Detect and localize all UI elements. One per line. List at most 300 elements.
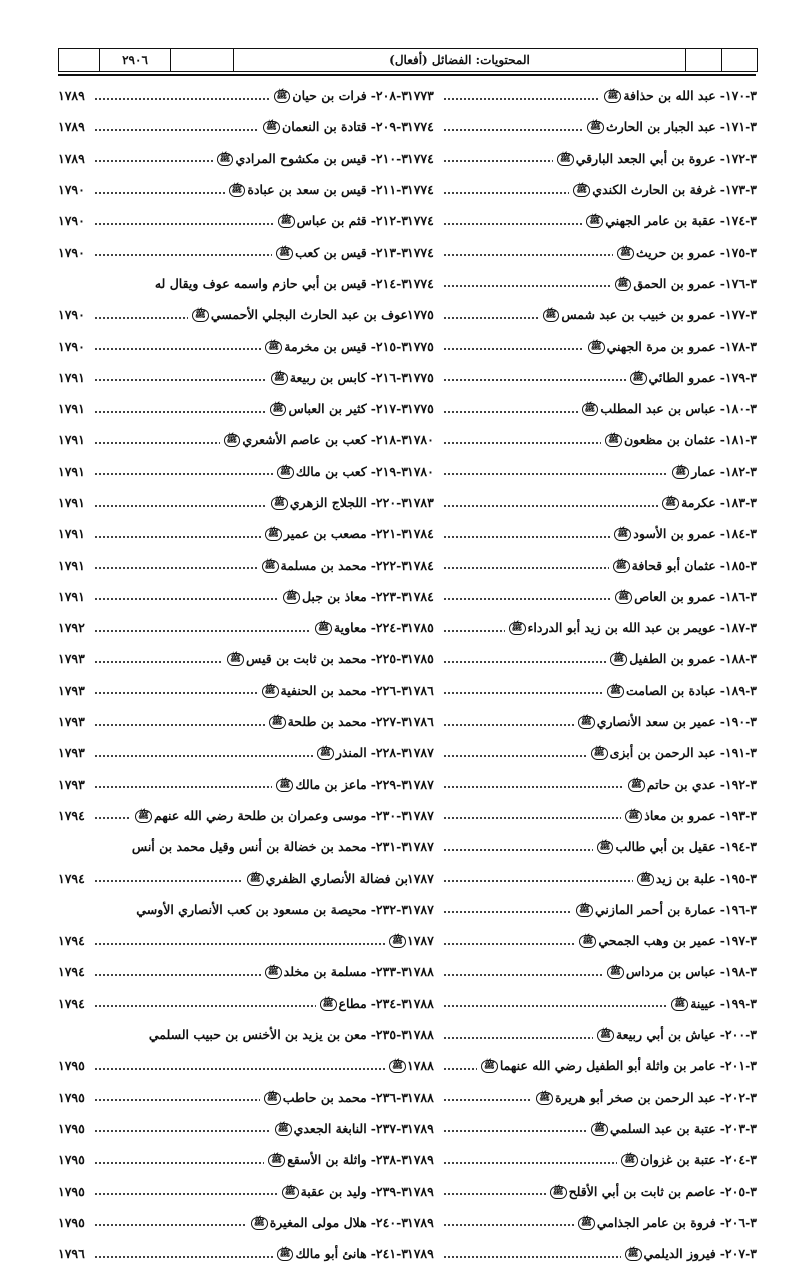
entry-page-number: ١٧٨٨ xyxy=(407,1027,434,1043)
toc-entry[interactable] xyxy=(58,1019,408,1050)
entry-number: ٣-٢١٦- xyxy=(370,369,408,385)
entry-title xyxy=(215,151,367,166)
entry-number: ٣-١٧٥- xyxy=(719,244,757,260)
honorific-glyph: ﷺ xyxy=(283,591,300,604)
entry-number: ٣-٢٣٩- xyxy=(370,1183,408,1199)
dot-leader xyxy=(94,160,213,162)
toc-entry[interactable] xyxy=(407,174,757,205)
entry-number: ٣-٢٢٠- xyxy=(370,495,408,510)
dot-leader xyxy=(443,473,668,475)
entry-title-text: عمرو بن الطفيل xyxy=(629,651,716,667)
entry-title-text: محمد بن الحنفية xyxy=(280,682,367,698)
entry-title xyxy=(613,276,716,291)
entry-page-number: ١٧٨٧ xyxy=(407,933,434,949)
entry-title xyxy=(315,745,367,760)
entry-page-number: ١٧٨٧ xyxy=(407,839,434,855)
honorific-glyph: ﷺ xyxy=(557,153,574,166)
entry-title-text: قيس بن سعد بن عبادة xyxy=(247,182,367,198)
entry-title-text: عكرمة xyxy=(681,495,716,510)
entry-title-text: علبة بن زيد xyxy=(655,870,716,886)
entry-page-number: ١٧٧٥ xyxy=(407,338,434,354)
dot-leader xyxy=(443,160,553,162)
toc-entry[interactable] xyxy=(58,1113,408,1144)
dot-leader xyxy=(443,1193,546,1195)
entry-title: معن بن يزيد بن الأخنس بن حبيب السلمي xyxy=(148,1027,367,1043)
toc-entry[interactable] xyxy=(407,424,757,455)
dot-leader xyxy=(94,411,266,413)
entry-title-text: قيس بن كعب xyxy=(295,244,367,260)
entry-title-text: عيينة xyxy=(690,995,716,1011)
honorific-glyph: ﷺ xyxy=(615,591,632,604)
entry-title-text: موسى وعمران بن طلحة رضي الله عنهم xyxy=(153,807,367,823)
honorific-glyph: ﷺ xyxy=(315,622,332,635)
dot-leader xyxy=(94,1005,316,1007)
entry-page-number: ١٧٩١ xyxy=(58,369,85,385)
entry-page-number: ١٧٨٩ xyxy=(58,88,85,104)
entry-number: ٣-١٩٥- xyxy=(719,870,757,886)
honorific-glyph: ﷺ xyxy=(604,90,621,103)
entry-page-number: ١٧٩٣ xyxy=(58,714,85,730)
honorific-glyph: ﷺ xyxy=(605,434,622,447)
toc-entry[interactable] xyxy=(407,236,757,267)
header-page-number: ٢٩٠٦ xyxy=(99,49,170,71)
dot-leader xyxy=(443,692,603,694)
entry-number: ٣-٢٣٨- xyxy=(370,1152,408,1168)
dot-leader xyxy=(94,505,267,507)
toc-entry[interactable] xyxy=(58,80,408,111)
entry-page-number: ١٧٩٣ xyxy=(58,745,85,761)
toc-entry[interactable] xyxy=(58,706,408,737)
toc-entry[interactable] xyxy=(407,299,757,330)
honorific-glyph: ﷺ xyxy=(579,935,596,948)
dot-leader xyxy=(94,755,313,757)
toc-entry[interactable] xyxy=(407,330,757,361)
honorific-glyph: ﷺ xyxy=(610,653,627,666)
entry-title xyxy=(269,495,367,510)
toc-entry[interactable] xyxy=(407,1175,757,1206)
toc-entry[interactable] xyxy=(407,988,757,1019)
entry-page-number: ١٧٨٨ xyxy=(407,995,434,1011)
toc-entry[interactable] xyxy=(58,549,408,580)
toc-entry[interactable] xyxy=(407,800,757,831)
entry-title xyxy=(613,589,715,604)
entry-number: ٣-٢٢٤- xyxy=(370,620,408,636)
dot-leader xyxy=(443,943,575,945)
entry-page-number: ١٧٨٩ xyxy=(407,1152,434,1168)
dot-leader xyxy=(94,974,261,976)
entry-number: ٣-٢٢١- xyxy=(370,526,408,542)
entry-page-number: ١٧٧٤ xyxy=(407,182,434,198)
dot-leader xyxy=(94,254,272,256)
entry-page-number: ١٧٨٤ xyxy=(407,526,434,542)
toc-entry[interactable] xyxy=(58,174,408,205)
toc-entry[interactable] xyxy=(407,456,757,487)
honorific-glyph: ﷺ xyxy=(268,1154,285,1167)
honorific-glyph: ﷺ xyxy=(550,1186,567,1199)
entry-title xyxy=(623,1246,716,1261)
dot-leader xyxy=(443,755,587,757)
entry-title xyxy=(479,1058,716,1073)
entry-title xyxy=(589,1121,716,1136)
toc-entry[interactable] xyxy=(407,518,757,549)
entry-number: ٣-٢٣٦- xyxy=(370,1089,408,1105)
toc-entry[interactable] xyxy=(407,80,757,111)
toc-entry[interactable] xyxy=(407,1207,757,1238)
entry-title xyxy=(670,464,715,479)
honorific-glyph: ﷺ xyxy=(582,403,599,416)
toc-entry[interactable] xyxy=(407,925,757,956)
entry-number: ٣-٢٢٧- xyxy=(370,714,408,730)
dot-leader xyxy=(443,254,613,256)
honorific-glyph: ﷺ xyxy=(573,184,590,197)
entry-page-number: ١٧٩٤ xyxy=(58,995,85,1011)
entry-number: ٣-١٩٨- xyxy=(719,964,757,980)
toc-entry[interactable] xyxy=(58,831,408,862)
entry-page-number: ١٧٨٩ xyxy=(407,1214,434,1230)
toc-entry[interactable] xyxy=(407,894,757,925)
toc-entry[interactable] xyxy=(58,769,408,800)
entry-number: ٣-٢٠٣- xyxy=(719,1120,757,1136)
entry-title-text: عمرو الطائي xyxy=(648,369,716,385)
entry-title xyxy=(267,714,367,729)
honorific-glyph: ﷺ xyxy=(317,747,334,760)
entry-page-number: ١٧٩٠ xyxy=(58,182,85,198)
entry-title xyxy=(276,213,367,228)
honorific-glyph: ﷺ xyxy=(247,873,264,886)
entry-title-text: معاوية xyxy=(333,620,367,636)
honorific-glyph: ﷺ xyxy=(617,247,634,260)
entry-page-number: ١٧٨٧ xyxy=(407,745,434,761)
entry-page-number: ١٧٨٨ xyxy=(407,964,434,980)
honorific-glyph: ﷺ xyxy=(224,434,241,447)
toc-entry[interactable] xyxy=(58,456,408,487)
entry-number: ٣-٢٣٤- xyxy=(370,995,408,1011)
entry-title-text: بن فضالة الأنصاري الظفري xyxy=(265,870,408,886)
entry-title-text: عقيل بن أبي طالب xyxy=(615,839,716,855)
entry-page-number: ١٧٩٤ xyxy=(58,807,85,823)
entry-title xyxy=(387,1058,408,1073)
entry-title xyxy=(273,1121,367,1136)
entry-page-number: ١٧٩٠ xyxy=(58,307,85,323)
toc-entry[interactable] xyxy=(407,769,757,800)
entry-number: ٣-٢١٨- xyxy=(370,432,408,448)
entry-title xyxy=(605,683,716,698)
honorific-glyph: ﷺ xyxy=(320,998,337,1011)
dot-leader xyxy=(443,1130,587,1132)
honorific-glyph: ﷺ xyxy=(630,372,647,385)
entry-title xyxy=(263,526,367,541)
header-empty-cell xyxy=(685,49,721,71)
entry-title-text: عويمر بن عبد الله بن زيد أبو الدرداء xyxy=(527,620,716,636)
toc-entry[interactable] xyxy=(407,1050,757,1081)
entry-page-number: ١٧٧٤ xyxy=(407,119,434,135)
dot-leader xyxy=(443,630,505,632)
entry-title-text: مصعب بن عمير xyxy=(283,526,367,542)
entry-title xyxy=(612,526,715,541)
entry-title-text: عامر بن واثلة أبو الطفيل رضي الله عنهما xyxy=(499,1058,716,1074)
dot-leader xyxy=(443,348,584,350)
honorific-glyph: ﷺ xyxy=(269,716,286,729)
entry-page-number: ١٧٧٤ xyxy=(407,150,434,166)
toc-entry[interactable] xyxy=(58,894,408,925)
entry-title xyxy=(263,339,366,354)
toc-entry[interactable] xyxy=(58,800,408,831)
toc-entry[interactable] xyxy=(58,518,408,549)
entry-title xyxy=(133,808,367,823)
dot-leader xyxy=(94,1130,271,1132)
entry-page-number: ١٧٨٧ xyxy=(407,776,434,792)
toc-entry[interactable] xyxy=(58,236,408,267)
dot-leader xyxy=(443,567,609,569)
entry-page-number: ١٧٩٣ xyxy=(58,651,85,667)
entry-number: ٣-١٨٤- xyxy=(719,526,757,542)
entry-title xyxy=(576,1215,716,1230)
entry-number: ٣-١٧٠- xyxy=(719,88,757,104)
entry-title-text: كعب بن عاصم الأشعري xyxy=(242,432,367,448)
entry-number: ٣-٢٣٢- xyxy=(370,901,408,917)
entry-page-number: ١٧٨٧ xyxy=(407,807,434,823)
entry-number: ٣-١٨١- xyxy=(719,432,757,448)
dot-leader xyxy=(443,724,574,726)
toc-entry[interactable] xyxy=(58,956,408,987)
honorific-glyph: ﷺ xyxy=(607,685,624,698)
entry-title xyxy=(605,964,716,979)
entry-title-text: كعب بن مالك xyxy=(295,463,367,479)
dot-leader xyxy=(94,661,223,663)
dot-leader xyxy=(94,379,267,381)
honorific-glyph: ﷺ xyxy=(578,716,595,729)
entry-number: ٣-٢٠٦- xyxy=(719,1214,757,1230)
entry-title-text: عباس بن عبد المطلب xyxy=(600,401,716,417)
entry-number: ٣-٢٠٢- xyxy=(719,1089,757,1105)
dot-leader xyxy=(443,536,610,538)
entry-title-text: قثم بن عباس xyxy=(296,213,367,229)
toc-entry[interactable] xyxy=(58,675,408,706)
honorific-glyph: ﷺ xyxy=(277,466,294,479)
honorific-glyph: ﷺ xyxy=(628,779,645,792)
honorific-glyph: ﷺ xyxy=(597,841,614,854)
toc-entry[interactable] xyxy=(58,737,408,768)
toc-entry[interactable] xyxy=(407,862,757,893)
honorific-glyph: ﷺ xyxy=(265,966,282,979)
entry-title xyxy=(577,933,715,948)
entry-title-text: عتبة بن غزوان xyxy=(640,1152,716,1168)
dot-leader xyxy=(443,285,611,287)
dot-leader xyxy=(94,473,273,475)
entry-title xyxy=(387,933,408,948)
entry-page-number: ١٧٩٥ xyxy=(58,1152,85,1168)
entry-title xyxy=(318,996,367,1011)
entry-number: ٣-١٨٩- xyxy=(719,682,757,698)
toc-entry[interactable] xyxy=(58,330,408,361)
dot-leader xyxy=(94,630,311,632)
entry-page-number: ١٧٩٤ xyxy=(58,870,85,886)
toc-entry[interactable] xyxy=(58,643,408,674)
honorific-glyph: ﷺ xyxy=(615,278,632,291)
entry-title-text: هلال مولى المغيرة xyxy=(269,1214,367,1230)
entry-number: ٣-٢١٧- xyxy=(370,401,408,417)
entry-number: ٣-١٧٢- xyxy=(719,150,757,166)
toc-entry[interactable] xyxy=(407,205,757,236)
entry-title xyxy=(281,589,367,604)
entry-title: محمد بن خضالة بن أنس وقيل محمد بن أنس xyxy=(131,839,367,855)
entry-page-number: ١٧٩٠ xyxy=(58,244,85,260)
toc-entry[interactable] xyxy=(407,581,757,612)
entry-number: ٣-١٨٣- xyxy=(719,495,757,510)
toc-entry[interactable] xyxy=(58,393,408,424)
entry-number: ٣-٢٣٣- xyxy=(370,964,408,980)
entry-number: ٣-١٩٧- xyxy=(719,933,757,949)
honorific-glyph: ﷺ xyxy=(614,528,631,541)
entry-title-text: قيس بن مخرمة xyxy=(284,338,367,354)
toc-entry[interactable] xyxy=(407,706,757,737)
entry-title: محيصة بن مسعود بن كعب الأنصاري الأوسي xyxy=(136,901,367,917)
honorific-glyph: ﷺ xyxy=(578,1217,595,1230)
entry-title-text: عياش بن أبي ربيعة xyxy=(615,1027,716,1043)
toc-entry[interactable] xyxy=(58,362,408,393)
toc-entry[interactable] xyxy=(58,1144,408,1175)
entry-title xyxy=(268,401,367,416)
entry-page-number: ١٧٩٥ xyxy=(58,1089,85,1105)
entry-title xyxy=(261,119,367,134)
entry-title xyxy=(611,558,716,573)
toc-entry[interactable] xyxy=(58,424,408,455)
entry-title-text: عمرو بن خبيب بن عبد شمس xyxy=(561,307,716,323)
toc-entry[interactable] xyxy=(407,1144,757,1175)
toc-entry[interactable] xyxy=(407,393,757,424)
toc-entry[interactable] xyxy=(58,581,408,612)
entry-number: ٣-١٨٧- xyxy=(719,620,757,636)
honorific-glyph: ﷺ xyxy=(536,1092,553,1105)
toc-entry[interactable] xyxy=(58,268,408,299)
dot-leader xyxy=(94,129,259,131)
entry-title xyxy=(584,213,715,228)
entry-title-text: عمير بن سعد الأنصاري xyxy=(596,714,716,730)
entry-title xyxy=(628,370,716,385)
toc-entry[interactable] xyxy=(58,1238,408,1269)
entry-title-text: عاصم بن ثابت بن أبي الأقلح xyxy=(568,1183,716,1199)
entry-title-text: النابغة الجعدي xyxy=(293,1120,367,1136)
entry-page-number: ١٧٨٩ xyxy=(58,150,85,166)
entry-page-number: ١٧٨٩ xyxy=(407,1120,434,1136)
toc-entry[interactable] xyxy=(407,612,757,643)
entry-page-number: ١٧٧٥ xyxy=(407,307,434,323)
entry-title-text: عمار xyxy=(691,463,716,479)
toc-entry[interactable] xyxy=(58,1175,408,1206)
toc-entry[interactable] xyxy=(58,1082,408,1113)
entry-number: ٣-١٩١- xyxy=(719,745,757,761)
toc-entry[interactable] xyxy=(407,362,757,393)
honorific-glyph: ﷺ xyxy=(276,247,293,260)
toc-entry[interactable] xyxy=(58,205,408,236)
toc-entry[interactable] xyxy=(407,268,757,299)
entry-number: ٣-٢٠١- xyxy=(719,1058,757,1074)
entry-number: ٣-٢٢٨- xyxy=(370,745,408,761)
toc-entry[interactable] xyxy=(58,1050,408,1081)
entry-page-number: ١٧٨٤ xyxy=(407,588,434,604)
honorific-glyph: ﷺ xyxy=(591,1123,608,1136)
entry-page-number: ١٧٨٩ xyxy=(58,119,85,135)
entry-number: ٣-٢٢٦- xyxy=(370,682,408,698)
entry-title xyxy=(266,1152,366,1167)
toc-entry[interactable] xyxy=(407,1238,757,1269)
toc-entry[interactable] xyxy=(58,612,408,643)
toc-entry[interactable] xyxy=(58,1207,408,1238)
honorific-glyph: ﷺ xyxy=(276,779,293,792)
dot-leader xyxy=(94,442,220,444)
honorific-glyph: ﷺ xyxy=(278,215,295,228)
entry-page-number: ١٧٧٤ xyxy=(407,275,434,291)
dot-leader xyxy=(94,1068,385,1070)
toc-entry[interactable] xyxy=(407,549,757,580)
toc-entry[interactable] xyxy=(407,487,757,518)
dot-leader xyxy=(94,1193,278,1195)
entry-page-number: ١٧٩٤ xyxy=(58,964,85,980)
entry-page-number: ١٧٩١ xyxy=(58,588,85,604)
dot-leader xyxy=(94,598,279,600)
entry-page-number: ١٧٨٨ xyxy=(407,1089,434,1105)
entry-number: ٣-٢٣٧- xyxy=(370,1120,408,1136)
honorific-glyph: ﷺ xyxy=(135,810,152,823)
toc-entry[interactable] xyxy=(407,1082,757,1113)
entry-title-text: عوف بن عبد الحارث البجلي الأحمسي xyxy=(210,307,408,323)
toc-entry[interactable] xyxy=(407,1019,757,1050)
entry-title xyxy=(245,871,408,886)
entry-title xyxy=(576,714,716,729)
toc-entry[interactable] xyxy=(58,143,408,174)
toc-entry[interactable] xyxy=(407,1113,757,1144)
toc-entry[interactable] xyxy=(407,737,757,768)
entry-page-number: ١٧٨٧ xyxy=(407,901,434,917)
entry-title-text: فيروز الديلمي xyxy=(643,1246,716,1262)
toc-entry[interactable] xyxy=(58,111,408,142)
honorific-glyph: ﷺ xyxy=(613,560,630,573)
toc-entry[interactable] xyxy=(407,831,757,862)
entry-number: ٣-٢٣٥- xyxy=(370,1027,408,1043)
dot-leader xyxy=(94,98,270,100)
dot-leader xyxy=(443,817,621,819)
honorific-glyph: ﷺ xyxy=(625,1248,642,1261)
entry-title xyxy=(669,996,715,1011)
toc-entry[interactable] xyxy=(58,487,408,518)
honorific-glyph: ﷺ xyxy=(621,1154,638,1167)
entry-title-text: عمرو بن مرة الجهني xyxy=(606,338,716,354)
toc-entry[interactable] xyxy=(407,643,757,674)
dot-leader xyxy=(94,786,272,788)
entry-title-text: ماعز بن مالك xyxy=(295,776,367,792)
toc-entry[interactable] xyxy=(58,925,408,956)
entry-title-text: عروة بن أبي الجعد البارقي xyxy=(575,150,716,166)
toc-entry[interactable] xyxy=(58,862,408,893)
toc-entry[interactable] xyxy=(407,143,757,174)
toc-entry[interactable] xyxy=(407,111,757,142)
toc-entry[interactable] xyxy=(58,299,408,330)
toc-entry[interactable] xyxy=(407,675,757,706)
honorific-glyph: ﷺ xyxy=(586,215,603,228)
entry-title xyxy=(548,1184,716,1199)
toc-entry[interactable] xyxy=(407,956,757,987)
toc-column-left xyxy=(58,80,408,1269)
entry-title xyxy=(227,182,367,197)
honorific-glyph: ﷺ xyxy=(270,403,287,416)
entry-title-text: عمرو بن حريث xyxy=(636,244,716,260)
toc-entry[interactable] xyxy=(58,988,408,1019)
honorific-glyph: ﷺ xyxy=(274,90,291,103)
entry-title xyxy=(274,777,366,792)
entry-page-number: ١٧٧٤ xyxy=(407,244,434,260)
entry-title-text: معاذ بن جبل xyxy=(301,588,367,604)
entry-number: ٣-٢٣٠- xyxy=(370,807,408,823)
